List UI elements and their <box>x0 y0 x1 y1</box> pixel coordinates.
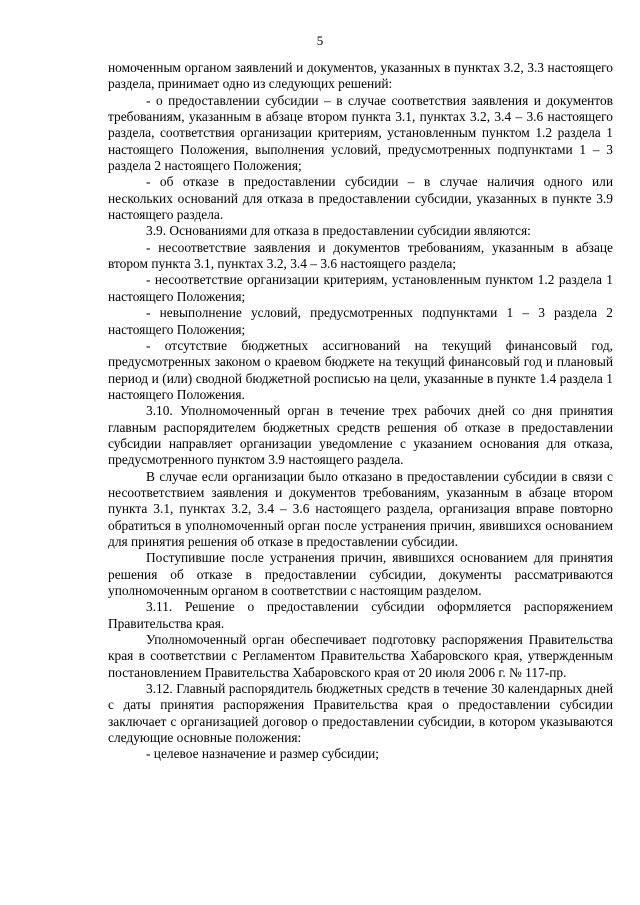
document-body <box>108 60 613 763</box>
paragraph: - невыполнение условий, предусмотренных подпунктами 1 – 3 раздела 2 настоящего Положения; <box>108 305 613 337</box>
paragraph: Поступившие после устранения причин, явившихся основанием для принятия решения об отказе в предоставлении субсидии, документы рассматриваются уполномоченным органом в соответствии с настоящим разделом. <box>108 550 613 598</box>
page-number: 5 <box>316 33 324 48</box>
paragraph: - об отказе в предоставлении субсидии – в случае наличия одного или нескольких оснований для отказа в предоставлении субсидии, указанных в пункте 3.9 настоящего раздела. <box>108 174 613 223</box>
paragraph: Уполномоченный орган обеспечивает подготовку распоряжения Правительства края в соответствии с Регламентом Правительства Хабаровского края, утвержденным постановлением Правительства Хабаровского края от 20 июля 2006 г. № 117-пр. <box>108 632 613 680</box>
paragraph: 3.11. Решение о предоставлении субсидии оформляется распоряжением Правительства края. <box>108 599 613 631</box>
paragraph: - о предоставлении субсидии – в случае соответствия заявления и документов требованиям, указанным в абзаце втором пункта 3.1, пунктах 3.2, 3.4 – 3.6 настоящего раздела, соответствия организации критериям, установленным пунктом 1.2 раздела 1 настоящего Положения, выполнения условий, предусмотренных подпунктами 1 – 3 раздела 2 настоящего Положения; <box>108 92 613 174</box>
paragraph: 3.12. Главный распорядитель бюджетных средств в течение 30 календарных дней с даты принятия распоряжения Правительства края о предоставлении субсидии заключает с организацией договор о предоставлении субсидии, в котором указываются следующие основные положения: <box>108 681 613 746</box>
paragraph: В случае если организации было отказано в предоставлении субсидии в связи с несоответствием заявления и документов требованиям, указанным в абзаце втором пункта 3.1, пунктах 3.2, 3.4 – 3.6 настоящего раздела, организация вправе повторно обратиться в уполномоченный орган после устранения причин, явившихся основанием для принятия решения об отказе в предоставлении субсидии. <box>108 468 613 549</box>
paragraph: - целевое назначение и размер субсидии; <box>146 746 379 762</box>
paragraph: - несоответствие организации критериям, установленным пунктом 1.2 раздела 1 настоящего Положения; <box>108 272 613 304</box>
paragraph: 3.9. Основаниями для отказа в предоставлении субсидии являются: <box>146 223 531 239</box>
paragraph: 3.10. Уполномоченный орган в течение трех рабочих дней со дня принятия главным распорядителем бюджетных средств решения об отказе в предоставлении субсидии направляет организации уведомление с указанием основания для отказа, предусмотренного пунктом 3.9 настоящего раздела. <box>108 403 613 468</box>
paragraph: - несоответствие заявления и документов требованиям, указанным в абзаце втором пункта 3.1, пунктах 3.2, 3.4 – 3.6 настоящего раздела; <box>108 239 613 272</box>
paragraph: - отсутствие бюджетных ассигнований на текущий финансовый год, предусмотренных законом о краевом бюджете на текущий финансовый год и плановый период и (или) сводной бюджетной росписью на цели, указанные в пункте 1.4 раздела 1 настоящего Положения. <box>108 337 613 402</box>
paragraph-continuation: номоченным органом заявлений и документов, указанных в пунктах 3.2, 3.3 настоящего раздела, принимает одно из следующих решений: <box>108 60 613 92</box>
